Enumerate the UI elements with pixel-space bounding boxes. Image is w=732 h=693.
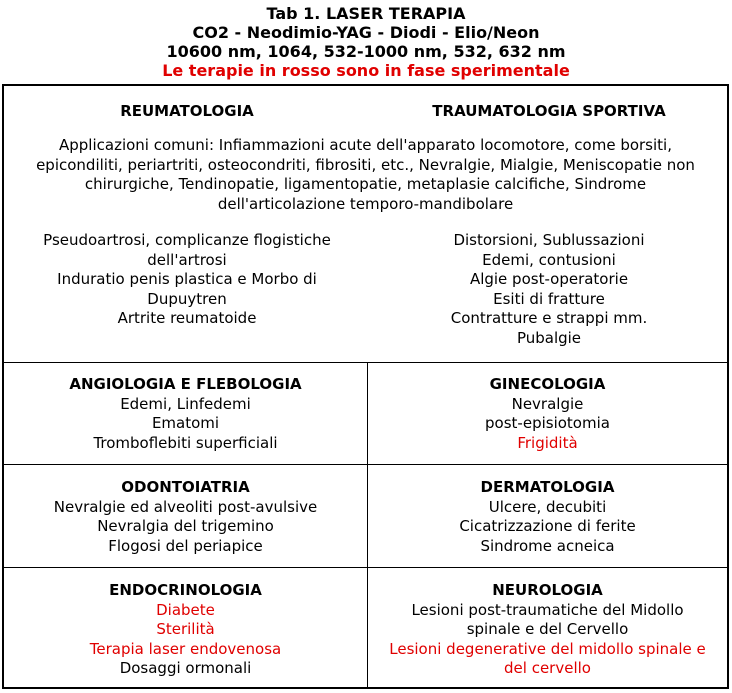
list-item: Edemi, Linfedemi <box>120 394 251 413</box>
row-divider <box>4 464 727 465</box>
row-divider <box>4 362 727 363</box>
list-item: Tromboflebiti superficiali <box>93 433 278 452</box>
list-item: Cicatrizzazione di ferite <box>459 517 636 535</box>
list-item: Flogosi del periapice <box>108 536 263 555</box>
list-item: Nevralgie <box>511 394 584 413</box>
list-item-experimental: Lesioni degenerative del midollo spinale e <box>389 639 706 658</box>
list-item: Lesioni post-traumatiche del Midollo <box>411 600 684 619</box>
list-item: Nevralgie ed alveoliti post-avulsive <box>53 497 318 516</box>
therapy-table <box>2 84 729 689</box>
caption-wavelengths: 10600 nm, 1064, 532-1000 nm, 532, 632 nm <box>166 42 566 61</box>
common-applications <box>4 136 727 214</box>
section-title: ANGIOLOGIA E FLEBOLOGIA <box>69 375 302 393</box>
list-item: Distorsioni, Sublussazioni <box>453 231 645 249</box>
table-caption <box>0 4 732 80</box>
list-item: Ematomi <box>151 414 220 432</box>
odontoiatria-cell <box>4 478 367 556</box>
list-item: spinale e del Cervello <box>466 620 629 638</box>
list-item-experimental: Sterilità <box>156 620 215 638</box>
common-line: dell'articolazione temporo-mandibolare <box>217 194 514 213</box>
list-item: Artrite reumatoide <box>117 309 257 327</box>
section-title: ODONTOIATRIA <box>121 478 250 496</box>
endocrinologia-cell <box>4 581 367 679</box>
traumatologia-title: TRAUMATOLOGIA SPORTIVA <box>432 102 666 120</box>
reumatologia-title: REUMATOLOGIA <box>120 102 254 120</box>
list-item-experimental: Diabete <box>156 600 215 619</box>
list-item: Ulcere, decubiti <box>488 497 607 516</box>
common-line: chirurgiche, Tendinopatie, ligamentopatie, metaplasie calcifiche, Sindrome <box>84 175 647 193</box>
list-item: Esiti di fratture <box>493 289 605 308</box>
reumatologia-list <box>4 231 370 329</box>
dermatologia-cell <box>368 478 727 556</box>
list-item: Algie post-operatorie <box>469 270 629 288</box>
list-item-experimental: Frigidità <box>517 433 578 452</box>
neurologia-cell <box>368 581 727 679</box>
list-item-experimental: Terapia laser endovenosa <box>89 639 282 658</box>
list-item: Pseudoartrosi, complicanze flogistiche <box>43 231 331 249</box>
list-item: Induratio penis plastica e Morbo di <box>57 270 317 288</box>
common-line: epicondiliti, periartriti, osteocondriti, fibrositi, etc., Nevralgie, Mialgie, Meniscopatie non <box>36 155 695 174</box>
list-item: Dupuytren <box>147 289 227 308</box>
list-item: Contratture e strappi mm. <box>450 309 648 327</box>
list-item-experimental: del cervello <box>504 659 591 677</box>
section-title: NEUROLOGIA <box>492 581 603 599</box>
caption-technologies: CO2 - Neodimio-YAG - Diodi - Elio/Neon <box>192 23 540 42</box>
list-item: Pubalgie <box>516 328 582 347</box>
section-title: GINECOLOGIA <box>489 375 606 393</box>
list-item: Nevralgia del trigemino <box>97 517 274 535</box>
section-title: ENDOCRINOLOGIA <box>109 581 262 599</box>
caption-title: Tab 1. LASER TERAPIA <box>266 4 466 23</box>
list-item: Dosaggi ormonali <box>119 659 252 677</box>
common-line: Applicazioni comuni: Infiammazioni acute dell'apparato locomotore, come borsiti, <box>59 136 672 154</box>
section-title: DERMATOLOGIA <box>480 478 615 496</box>
angiologia-cell <box>4 375 367 453</box>
ginecologia-cell <box>368 375 727 453</box>
row-divider <box>4 567 727 568</box>
list-item: Edemi, contusioni <box>482 250 616 269</box>
list-item: dell'artrosi <box>147 250 227 269</box>
list-item: post-episiotomia <box>485 414 610 432</box>
traumatologia-list <box>370 231 728 348</box>
list-item: Sindrome acneica <box>480 536 615 555</box>
caption-note: Le terapie in rosso sono in fase sperimentale <box>162 61 570 80</box>
